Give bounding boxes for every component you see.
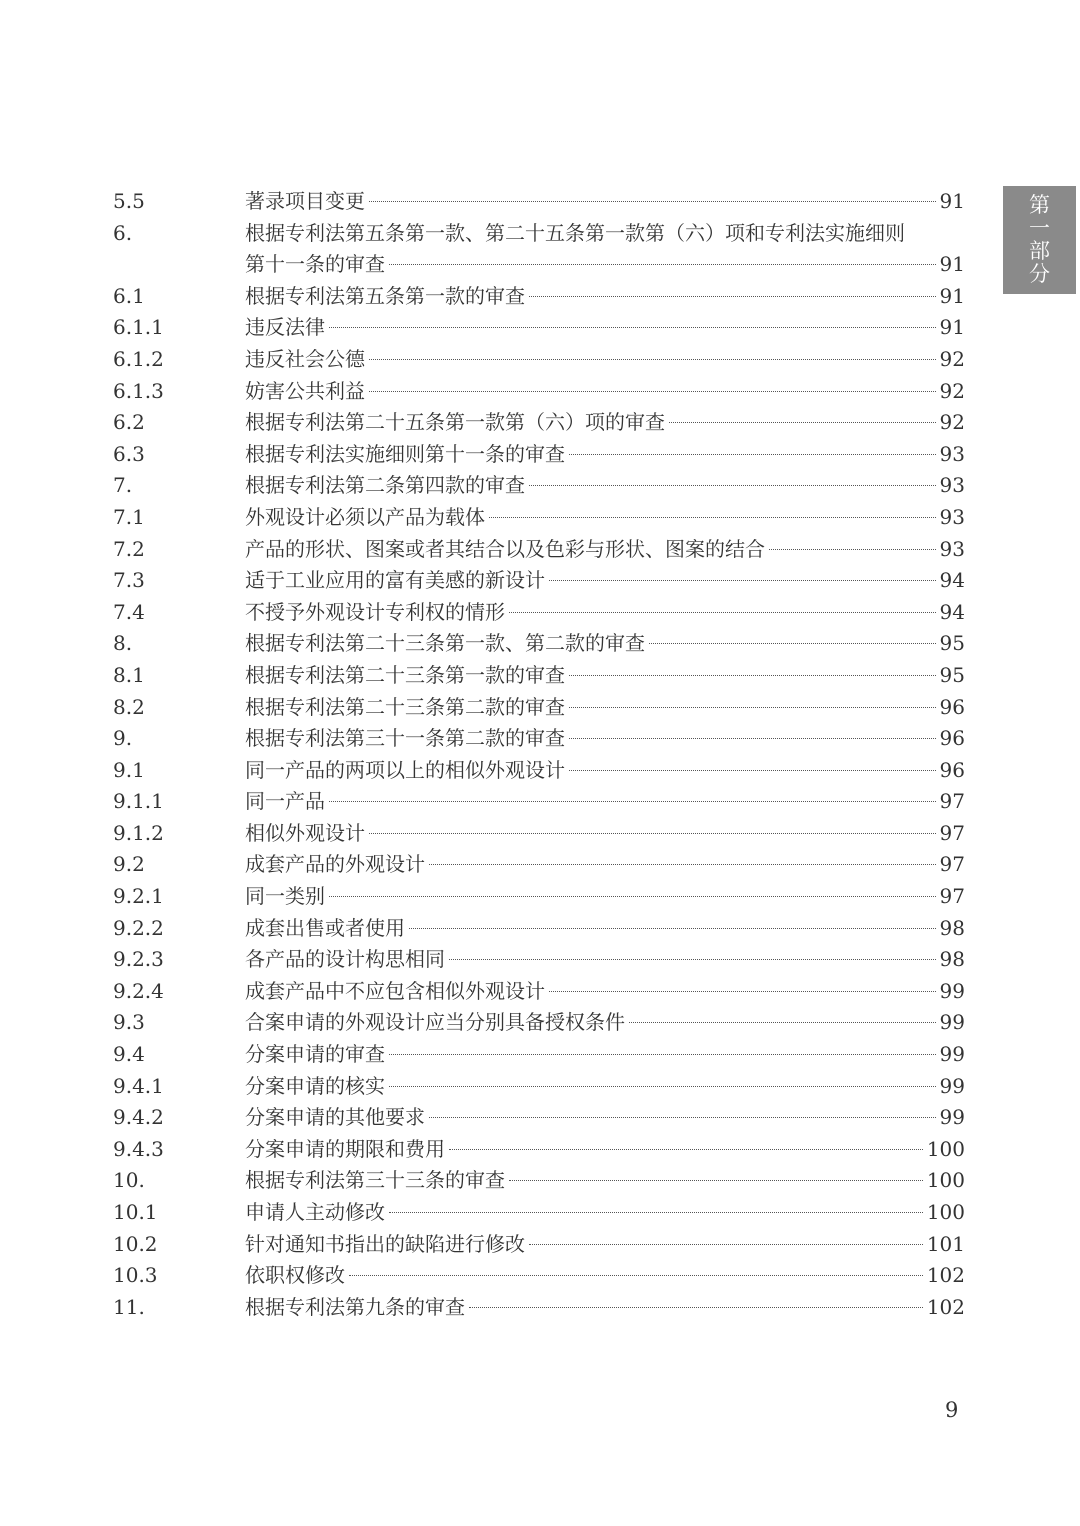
table-of-contents bbox=[113, 186, 965, 1323]
toc-entry-title: 违反社会公德 bbox=[245, 346, 365, 371]
toc-entry[interactable] bbox=[113, 534, 965, 566]
toc-entry[interactable] bbox=[113, 1292, 965, 1324]
toc-entry[interactable] bbox=[113, 818, 965, 850]
toc-entry[interactable] bbox=[113, 186, 965, 218]
dot-leader bbox=[449, 959, 936, 960]
dot-leader bbox=[389, 1212, 923, 1213]
toc-entry-number: 9.1.1 bbox=[113, 789, 164, 814]
toc-entry[interactable] bbox=[113, 407, 965, 439]
toc-entry-number: 10.1 bbox=[113, 1200, 158, 1224]
toc-entry-title: 根据专利法第二十三条第二款的审查 bbox=[245, 694, 565, 719]
toc-entry-title: 分案申请的核实 bbox=[245, 1073, 385, 1098]
toc-entry-number: 9.4.3 bbox=[113, 1136, 164, 1161]
toc-entry-number: 5.5 bbox=[113, 189, 145, 213]
toc-entry-page: 94 bbox=[939, 599, 965, 624]
toc-entry-page: 102 bbox=[926, 1294, 965, 1319]
toc-entry-number: 9.4.1 bbox=[113, 1073, 164, 1098]
toc-entry-page: 99 bbox=[939, 1073, 965, 1098]
dot-leader bbox=[569, 707, 936, 708]
toc-entry[interactable] bbox=[113, 218, 965, 281]
dot-leader bbox=[429, 1117, 936, 1118]
dot-leader bbox=[509, 612, 936, 613]
toc-entry-page: 99 bbox=[939, 1105, 965, 1130]
toc-entry-page: 99 bbox=[939, 1042, 965, 1067]
page-number: 9 bbox=[945, 1398, 959, 1422]
part-tab-char: 一 bbox=[1029, 216, 1050, 240]
toc-entry[interactable] bbox=[113, 913, 965, 945]
dot-leader bbox=[389, 1086, 936, 1087]
toc-entry-title-line: 根据专利法第五条第一款、第二十五条第一款第（六）项和专利法实施细则 bbox=[245, 220, 905, 245]
toc-entry-number: 6.2 bbox=[113, 410, 145, 435]
toc-entry-number: 10.2 bbox=[113, 1231, 158, 1256]
dot-leader bbox=[409, 928, 936, 929]
toc-entry[interactable] bbox=[113, 312, 965, 344]
toc-entry-page: 98 bbox=[939, 915, 965, 940]
toc-entry-page: 92 bbox=[939, 410, 965, 435]
toc-entry-title: 根据专利法第三十三条的审查 bbox=[245, 1168, 505, 1193]
toc-entry-title: 申请人主动修改 bbox=[245, 1200, 385, 1224]
toc-entry-number: 10. bbox=[113, 1168, 145, 1193]
toc-entry-page: 91 bbox=[939, 315, 965, 340]
toc-entry[interactable] bbox=[113, 502, 965, 534]
part-side-tab bbox=[1003, 186, 1076, 294]
toc-entry[interactable] bbox=[113, 376, 965, 408]
toc-entry[interactable] bbox=[113, 1260, 965, 1292]
toc-entry-number: 8.2 bbox=[113, 694, 145, 719]
toc-entry[interactable] bbox=[113, 344, 965, 376]
toc-entry[interactable] bbox=[113, 881, 965, 913]
toc-entry-title: 妨害公共利益 bbox=[245, 378, 365, 403]
toc-entry-title: 根据专利法第三十一条第二款的审查 bbox=[245, 726, 565, 751]
toc-entry-number: 10.3 bbox=[113, 1263, 158, 1288]
toc-entry-number: 11. bbox=[113, 1294, 145, 1319]
toc-entry-number: 9.2.1 bbox=[113, 884, 164, 909]
toc-entry[interactable] bbox=[113, 597, 965, 629]
toc-entry-number: 7.2 bbox=[113, 536, 145, 561]
toc-entry-title: 适于工业应用的富有美感的新设计 bbox=[245, 568, 545, 593]
toc-entry-page: 91 bbox=[939, 283, 965, 308]
part-tab-char: 第 bbox=[1029, 193, 1050, 217]
toc-entry-number: 9.1 bbox=[113, 757, 145, 782]
toc-entry-title: 不授予外观设计专利权的情形 bbox=[245, 599, 505, 624]
toc-entry-page: 100 bbox=[926, 1200, 965, 1224]
toc-entry-number: 9.4.2 bbox=[113, 1105, 164, 1130]
toc-entry-page: 99 bbox=[939, 978, 965, 1003]
toc-entry-page: 94 bbox=[939, 568, 965, 593]
toc-entry[interactable] bbox=[113, 660, 965, 692]
dot-leader bbox=[369, 201, 936, 202]
toc-entry[interactable] bbox=[113, 1197, 965, 1229]
toc-entry-number: 6.1 bbox=[113, 283, 145, 308]
toc-entry-title: 根据专利法第二十五条第一款第（六）项的审查 bbox=[245, 410, 665, 435]
toc-entry-number: 9.4 bbox=[113, 1042, 145, 1067]
toc-entry-title: 外观设计必须以产品为载体 bbox=[245, 504, 485, 529]
toc-entry-title: 各产品的设计构思相同 bbox=[245, 947, 445, 972]
toc-entry-title: 著录项目变更 bbox=[245, 189, 365, 213]
toc-entry-title: 产品的形状、图案或者其结合以及色彩与形状、图案的结合 bbox=[245, 536, 765, 561]
toc-entry[interactable] bbox=[113, 1165, 965, 1197]
dot-leader bbox=[369, 359, 936, 360]
toc-entry-title: 根据专利法第二条第四款的审查 bbox=[245, 473, 525, 498]
toc-entry[interactable] bbox=[113, 1102, 965, 1134]
dot-leader bbox=[569, 770, 936, 771]
toc-entry[interactable] bbox=[113, 786, 965, 818]
toc-entry-number: 9.2 bbox=[113, 852, 145, 877]
toc-entry-title: 根据专利法第二十三条第一款的审查 bbox=[245, 662, 565, 687]
dot-leader bbox=[569, 738, 936, 739]
toc-entry-page: 93 bbox=[939, 473, 965, 498]
toc-entry[interactable] bbox=[113, 755, 965, 787]
toc-entry-title: 依职权修改 bbox=[245, 1263, 345, 1288]
toc-entry[interactable] bbox=[113, 723, 965, 755]
toc-entry-title: 同一类别 bbox=[245, 884, 325, 909]
dot-leader bbox=[329, 801, 936, 802]
dot-leader bbox=[449, 1149, 923, 1150]
toc-entry-page: 91 bbox=[939, 189, 965, 213]
toc-entry-page: 97 bbox=[939, 789, 965, 814]
toc-entry-number: 7.4 bbox=[113, 599, 145, 624]
toc-entry-page: 99 bbox=[939, 1010, 965, 1035]
toc-entry-number: 9.2.2 bbox=[113, 915, 164, 940]
toc-entry-number: 6.3 bbox=[113, 441, 145, 466]
toc-entry-page: 93 bbox=[939, 504, 965, 529]
toc-entry-page: 91 bbox=[939, 252, 965, 277]
dot-leader bbox=[549, 991, 936, 992]
toc-entry-title: 根据专利法第五条第一款的审查 bbox=[245, 283, 525, 308]
toc-entry-page: 96 bbox=[939, 757, 965, 782]
toc-entry-number: 6.1.3 bbox=[113, 378, 164, 403]
dot-leader bbox=[469, 1307, 923, 1308]
toc-entry-title: 同一产品 bbox=[245, 789, 325, 814]
toc-entry-number: 9.2.3 bbox=[113, 947, 164, 972]
toc-entry-title: 第十一条的审查 bbox=[245, 252, 385, 277]
dot-leader bbox=[489, 517, 936, 518]
dot-leader bbox=[369, 391, 936, 392]
toc-entry[interactable] bbox=[113, 944, 965, 976]
toc-entry[interactable] bbox=[113, 1039, 965, 1071]
toc-entry-title: 成套出售或者使用 bbox=[245, 915, 405, 940]
toc-entry-page: 97 bbox=[939, 820, 965, 845]
dot-leader bbox=[349, 1275, 923, 1276]
toc-entry-title: 根据专利法实施细则第十一条的审查 bbox=[245, 441, 565, 466]
toc-entry-number: 9.2.4 bbox=[113, 978, 164, 1003]
toc-entry-page: 96 bbox=[939, 726, 965, 751]
toc-entry-page: 97 bbox=[939, 852, 965, 877]
dot-leader bbox=[569, 675, 936, 676]
toc-entry[interactable] bbox=[113, 470, 965, 502]
toc-entry-title: 成套产品的外观设计 bbox=[245, 852, 425, 877]
toc-entry-page: 93 bbox=[939, 536, 965, 561]
toc-entry-number: 7. bbox=[113, 473, 133, 498]
toc-entry[interactable] bbox=[113, 692, 965, 724]
dot-leader bbox=[769, 549, 936, 550]
toc-entry[interactable] bbox=[113, 439, 965, 471]
toc-entry-number: 9.1.2 bbox=[113, 820, 164, 845]
toc-entry-title: 成套产品中不应包含相似外观设计 bbox=[245, 978, 545, 1003]
toc-entry-number: 6. bbox=[113, 220, 133, 245]
dot-leader bbox=[329, 327, 936, 328]
toc-entry-title: 相似外观设计 bbox=[245, 820, 365, 845]
toc-entry-number: 7.3 bbox=[113, 568, 145, 593]
toc-entry-number: 6.1.1 bbox=[113, 315, 164, 340]
toc-entry-page: 102 bbox=[926, 1263, 965, 1288]
toc-entry[interactable] bbox=[113, 1071, 965, 1103]
part-tab-char: 分 bbox=[1029, 262, 1050, 286]
dot-leader bbox=[529, 485, 936, 486]
toc-entry-number: 9.3 bbox=[113, 1010, 145, 1035]
toc-entry[interactable] bbox=[113, 849, 965, 881]
toc-entry[interactable] bbox=[113, 628, 965, 660]
toc-entry-title: 分案申请的期限和费用 bbox=[245, 1136, 445, 1161]
toc-entry-page: 96 bbox=[939, 694, 965, 719]
toc-entry[interactable] bbox=[113, 1229, 965, 1261]
toc-entry-number: 8. bbox=[113, 631, 133, 656]
dot-leader bbox=[529, 1244, 923, 1245]
toc-entry-page: 97 bbox=[939, 884, 965, 909]
part-tab-char: 部 bbox=[1029, 239, 1050, 263]
toc-entry-title: 合案申请的外观设计应当分别具备授权条件 bbox=[245, 1010, 625, 1035]
toc-entry-page: 95 bbox=[939, 662, 965, 687]
toc-entry-page: 92 bbox=[939, 378, 965, 403]
dot-leader bbox=[369, 833, 936, 834]
toc-entry-page: 93 bbox=[939, 441, 965, 466]
toc-entry[interactable] bbox=[113, 1007, 965, 1039]
toc-entry-number: 8.1 bbox=[113, 662, 145, 687]
dot-leader bbox=[389, 264, 936, 265]
dot-leader bbox=[529, 296, 936, 297]
toc-entry[interactable] bbox=[113, 1134, 965, 1166]
toc-entry-title: 根据专利法第二十三条第一款、第二款的审查 bbox=[245, 631, 645, 656]
dot-leader bbox=[569, 454, 936, 455]
toc-entry-page: 98 bbox=[939, 947, 965, 972]
toc-entry-page: 100 bbox=[926, 1136, 965, 1161]
dot-leader bbox=[429, 864, 936, 865]
dot-leader bbox=[649, 643, 936, 644]
dot-leader bbox=[509, 1180, 923, 1181]
dot-leader bbox=[389, 1054, 936, 1055]
toc-entry-title: 分案申请的审查 bbox=[245, 1042, 385, 1067]
toc-entry-page: 95 bbox=[939, 631, 965, 656]
toc-entry-title: 分案申请的其他要求 bbox=[245, 1105, 425, 1130]
toc-entry-page: 101 bbox=[926, 1231, 965, 1256]
toc-entry-page: 92 bbox=[939, 346, 965, 371]
toc-entry-number: 7.1 bbox=[113, 504, 145, 529]
dot-leader bbox=[549, 580, 936, 581]
toc-entry[interactable] bbox=[113, 976, 965, 1008]
toc-entry[interactable] bbox=[113, 565, 965, 597]
toc-entry-number: 6.1.2 bbox=[113, 346, 164, 371]
toc-entry-number: 9. bbox=[113, 726, 133, 751]
toc-entry-title: 违反法律 bbox=[245, 315, 325, 340]
dot-leader bbox=[669, 422, 936, 423]
toc-entry[interactable] bbox=[113, 281, 965, 313]
toc-entry-title: 同一产品的两项以上的相似外观设计 bbox=[245, 757, 565, 782]
dot-leader bbox=[629, 1022, 936, 1023]
toc-entry-title: 根据专利法第九条的审查 bbox=[245, 1294, 465, 1319]
toc-entry-title: 针对通知书指出的缺陷进行修改 bbox=[245, 1231, 525, 1256]
dot-leader bbox=[329, 896, 936, 897]
toc-entry-page: 100 bbox=[926, 1168, 965, 1193]
